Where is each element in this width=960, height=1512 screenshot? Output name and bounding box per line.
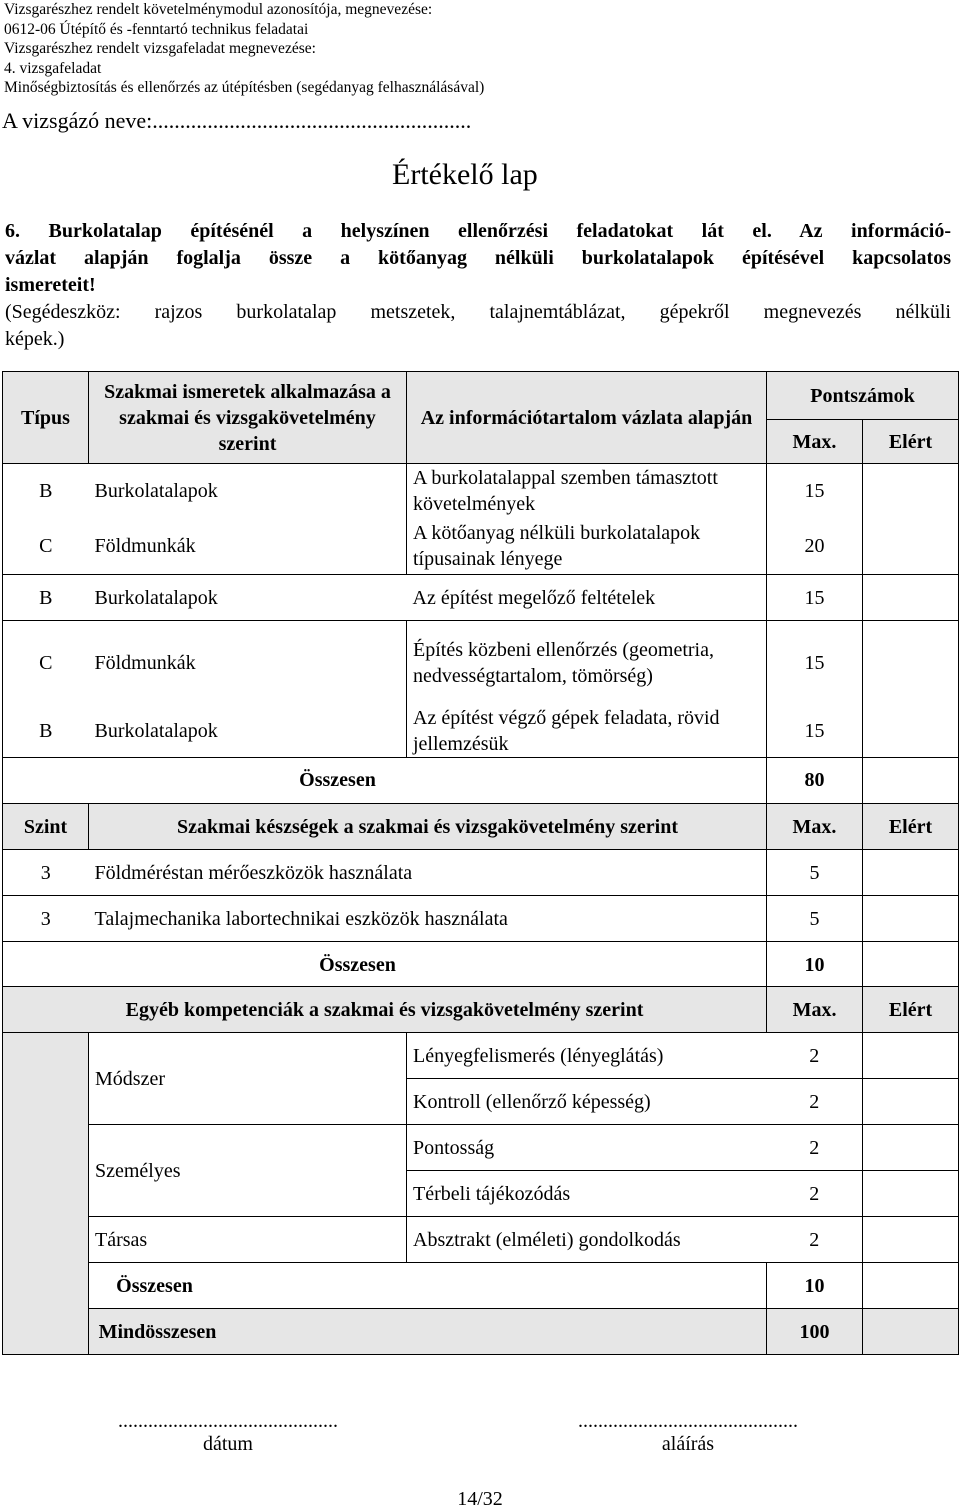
table-row <box>3 705 959 758</box>
grand-total-label-text: Mindösszesen <box>98 1320 217 1343</box>
header-line: 4. vizsgafeladat <box>4 59 102 77</box>
competency-item: Kontroll (ellenőrző képesség) <box>407 1079 767 1125</box>
col-header-max: Max. <box>767 804 863 850</box>
row-content: Az építést végző gépek feladata, rövid jellemzésük <box>407 705 767 758</box>
col-header-achieved: Elért <box>863 420 959 464</box>
header-line: Vizsgarészhez rendelt követelménymodul azonosítója, megnevezése: <box>4 1 433 18</box>
col-header-points: Pontszámok <box>767 372 959 420</box>
row-type: B <box>3 705 89 758</box>
grand-total-label <box>89 1309 767 1355</box>
total-label: Összesen <box>3 942 767 988</box>
competency-max: 2 <box>767 1079 863 1125</box>
page-number: 14/32 <box>457 1488 503 1510</box>
competency-group: Személyes <box>89 1125 407 1217</box>
competency-group: Társas <box>89 1217 407 1263</box>
grand-total-row <box>3 1309 959 1355</box>
row-max: 15 <box>767 464 863 519</box>
row-type: B <box>3 464 89 519</box>
date-signature-block <box>88 1410 368 1456</box>
date-label: dátum <box>203 1433 253 1455</box>
col-header-level: Szint <box>3 804 89 850</box>
row-max: 15 <box>767 705 863 758</box>
competencies-table <box>2 986 959 1355</box>
competency-max: 2 <box>767 1033 863 1079</box>
signature-dots: ............................................ <box>578 1410 798 1432</box>
col-header-content: Az információtartalom vázlata alapján <box>407 372 767 464</box>
row-content: Az építést megelőző feltételek <box>407 575 767 621</box>
table-row <box>3 621 959 705</box>
table-row <box>3 1125 959 1171</box>
row-max: 5 <box>767 896 863 942</box>
signature-label: aláírás <box>661 1433 715 1455</box>
competency-item: Pontosság <box>407 1125 767 1171</box>
total-max: 80 <box>767 757 863 803</box>
competency-item: Absztrakt (elméleti) gondolkodás <box>407 1217 767 1263</box>
header-line: 0612-06 Útépítő és -fenntartó technikus feladatai <box>4 20 309 38</box>
blank-cell <box>3 1033 89 1355</box>
row-content: A kötőanyag nélküli burkolatalapok típusainak lényege <box>407 519 767 575</box>
achieved-cell[interactable] <box>863 464 959 575</box>
skills-table <box>2 803 959 988</box>
header-line: Vizsgarészhez rendelt vizsgafeladat megnevezése: <box>4 40 316 57</box>
total-label-text: Összesen <box>116 1274 193 1297</box>
total-achieved[interactable] <box>863 1263 959 1309</box>
competency-item: Térbeli tájékozódás <box>407 1171 767 1217</box>
task-line: 6. Burkolatalap építésénél a helyszínen ellenőrzési feladatokat lát el. Az információ- <box>5 220 951 242</box>
col-header-competencies: Egyéb kompetenciák a szakmai és vizsgakövetelmény szerint <box>3 987 767 1033</box>
header-line: Minőségbiztosítás és ellenőrzés az útépítésben (segédanyag felhasználásával) <box>4 79 485 96</box>
col-header-max: Max. <box>767 420 863 464</box>
achieved-cell[interactable] <box>863 621 959 758</box>
achieved-cell[interactable] <box>863 1171 959 1217</box>
competency-max: 2 <box>767 1217 863 1263</box>
col-header-skills: Szakmai készségek a szakmai és vizsgakövetelmény szerint <box>89 804 767 850</box>
candidate-name-field: A vizsgázó neve:.......................................................... <box>2 108 472 133</box>
row-topic: Burkolatalapok <box>89 705 407 758</box>
row-level: 3 <box>3 896 89 942</box>
competency-max: 2 <box>767 1125 863 1171</box>
table-row <box>3 519 959 575</box>
achieved-cell[interactable] <box>863 896 959 942</box>
signature-block <box>548 1410 828 1456</box>
row-max: 15 <box>767 575 863 621</box>
page-title: Értékelő lap <box>392 158 538 191</box>
row-topic: Burkolatalapok <box>89 464 407 519</box>
col-header-type: Típus <box>3 372 89 464</box>
total-max: 10 <box>767 942 863 988</box>
row-content: A burkolatalappal szemben támasztott követelmények <box>407 464 767 519</box>
achieved-cell[interactable] <box>863 1125 959 1171</box>
task-line: ismereteit! <box>5 274 96 296</box>
col-header-achieved: Elért <box>863 987 959 1033</box>
col-header-achieved: Elért <box>863 804 959 850</box>
achieved-cell[interactable] <box>863 1217 959 1263</box>
row-type: C <box>3 519 89 575</box>
table-row <box>3 464 959 519</box>
row-level: 3 <box>3 850 89 896</box>
row-topic: Földmunkák <box>89 621 407 705</box>
total-label <box>89 1263 767 1309</box>
row-content: Építés közbeni ellenőrzés (geometria, nedvességtartalom, tömörség) <box>407 621 767 705</box>
row-type: C <box>3 621 89 705</box>
row-type: B <box>3 575 89 621</box>
total-row <box>3 757 959 803</box>
achieved-cell[interactable] <box>863 850 959 896</box>
competency-item: Lényegfelismerés (lényeglátás) <box>407 1033 767 1079</box>
table-row <box>3 1033 959 1079</box>
col-header-knowledge: Szakmai ismeretek alkalmazása a szakmai és vizsgakövetelmény szerint <box>89 372 407 464</box>
total-label: Összesen <box>3 757 767 803</box>
row-skill: Földméréstan mérőeszközök használata <box>89 850 767 896</box>
table-row <box>3 575 959 621</box>
aid-line: (Segédeszköz: rajzos burkolatalap metszetek, talajnemtáblázat, gépekről megnevezés nélküli <box>5 301 951 323</box>
row-skill: Talajmechanika labortechnikai eszközök használata <box>89 896 767 942</box>
total-row <box>3 942 959 988</box>
total-max: 10 <box>767 1263 863 1309</box>
achieved-cell[interactable] <box>863 1033 959 1079</box>
table-row <box>3 896 959 942</box>
achieved-cell[interactable] <box>863 1079 959 1125</box>
total-achieved[interactable] <box>863 757 959 803</box>
grand-total-max: 100 <box>767 1309 863 1355</box>
competency-max: 2 <box>767 1171 863 1217</box>
row-max: 20 <box>767 519 863 575</box>
total-achieved[interactable] <box>863 942 959 988</box>
col-header-max: Max. <box>767 987 863 1033</box>
competency-group: Módszer <box>89 1033 407 1125</box>
table-row <box>3 850 959 896</box>
row-topic: Burkolatalapok <box>89 575 407 621</box>
document-header <box>4 0 954 98</box>
grand-total-achieved[interactable] <box>863 1309 959 1355</box>
total-row <box>3 1263 959 1309</box>
table-row <box>3 1217 959 1263</box>
date-dots: ............................................ <box>118 1410 338 1432</box>
aid-line: képek.) <box>5 328 65 350</box>
achieved-cell[interactable] <box>863 575 959 621</box>
task-line: vázlat alapján foglalja össze a kötőanyag nélküli burkolatalapok építésével kapcsolatos <box>5 247 951 269</box>
row-max: 5 <box>767 850 863 896</box>
row-topic: Földmunkák <box>89 519 407 575</box>
row-max: 15 <box>767 621 863 705</box>
knowledge-table <box>2 371 959 804</box>
